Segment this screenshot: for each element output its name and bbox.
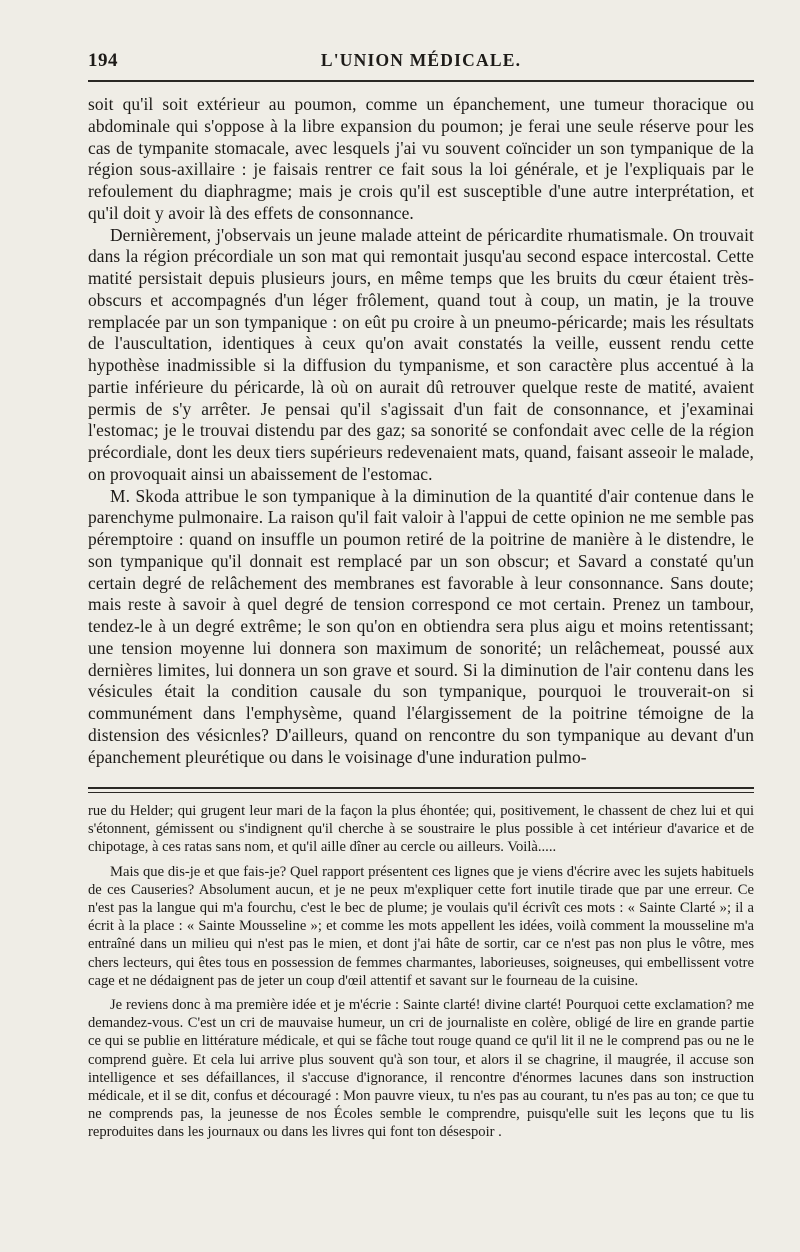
running-title: L'UNION MÉDICALE.	[320, 50, 522, 70]
page-header	[88, 50, 754, 78]
header-rule	[88, 80, 754, 82]
feuilleton-section	[88, 802, 754, 1148]
article-body	[88, 94, 754, 768]
article-paragraph: Dernièrement, j'observais un jeune malade atteint de péricardite rhumatismale. On trouvait dans la région précordiale un son mat qui remontait jusqu'au second espace intercostal. Cette matité persistait depuis plusieurs jours, en même temps que les bruits du cœur étaient très-obscurs et accompagnés d'un léger frôlement, quand tout à coup, un matin, je la trouve remplacée par un son tympanique : on eût pu croire à un pneumo-péricarde; mais les résultats de l'auscultation, identiques à ceux qu'on avait constatés la veille, eussent rendu cette hypothèse inadmissible si la diffusion du tympanisme, et son caractère plus accentué à la partie inférieure du péricarde, là où on aurait dû retrouver quelque reste de matité, avaient permis de s'y arrêter. Je pensai qu'il s'agissait d'un fait de consonnance, et j'examinai l'estomac; je le trouvai distendu par des gaz; sa sonorité se confondait avec celle de la région précordiale, dont les deux tiers supérieurs redevenaient mats, quand, faisant asseoir le malade, on provoquait ainsi un abaissement de l'estomac.	[88, 224, 754, 484]
article-paragraph: soit qu'il soit extérieur au poumon, comme un épanchement, une tumeur thoracique ou abdominale qui s'oppose à la libre expansion du poumon; je ferai une seule réserve pour les cas de tympanite stomacale, avec lesquels j'ai vu souvent coïncider un son tympanique de la région sous-axillaire : je faisais rentrer ce fait sous la loi générale, et je l'expliquais par le refoulement du diaphragme; mais je crois qu'il est susceptible d'une autre interprétation, et qu'il doit y avoir là des effets de consonnance.	[88, 94, 754, 223]
feuilleton-separator-rule	[88, 787, 754, 793]
article-paragraph: M. Skoda attribue le son tympanique à la diminution de la quantité d'air contenue dans le parenchyme pulmonaire. La raison qu'il fait valoir à l'appui de cette opinion ne me semble pas péremptoire : quand on insuffle un poumon retiré de la poitrine de manière à le distendre, le son tympanique qu'il donnait est remplacé par un son obscur; et Savard a constaté qu'un certain degré de relâchement des membranes est favorable à leur consonnance. Sans doute; mais reste à savoir à quel degré de tension correspond ce mot certain. Prenez un tambour, tendez-le à un degré extrême; le son qu'on en obtiendra sera plus aigu et moins retentissant; une tension moyenne lui donnera son maximum de sonorité; un relâchemeat, poussé aux dernières limites, lui donnera un son grave et sourd. Si la diminution de l'air contenu dans les vésicules était la condition causale du son tympanique, pourquoi le trouverait-on si communément dans l'emphysème, quand l'élargissement de la poitrine témoigne de la distension des vésicnles? D'ailleurs, quand on rencontre du son tympanique au devant d'un épanchement pleurétique ou dans le voisinage d'une induration pulmo-	[88, 485, 754, 767]
feuilleton-paragraph: rue du Helder; qui grugent leur mari de la façon la plus éhontée; qui, positivement, le chassent de chez lui et qui s'étonnent, gémissent ou s'indignent qu'il cherche à se soustraire le plus possible à cet intérieur d'avarice et de chipotage, à ces ratas sans nom, et qu'il aille dîner au cercle ou ailleurs. Voilà.....	[88, 803, 754, 856]
feuilleton-paragraph: Je reviens donc à ma première idée et je m'écrie : Sainte clarté! divine clarté! Pourquoi cette exclamation? me demandez-vous. C'est un cri de mauvaise humeur, un cri de journaliste en colère, obligé de lire en grande partie ce qui se publie en littérature médicale, et qui se fâche tout rouge quand ce qu'il lit il ne le comprend pas ou ne le comprend guère. Et cela lui arrive plus souvent qu'à son tour, et alors il se chagrine, il maugrée, il accuse son intelligence et ses défaillances, il s'accuse d'ignorance, il rencontre d'énormes lacunes dans son instruction médicale, et il se dit, confus et découragé : Mon pauvre vieux, tu n'es pas au courant, tu n'es pas au ton; ce que tu ne comprends pas, la jeunesse de nos Écoles semble le comprendre, puisqu'elle suit les leçons que tu lis reproduites dans les journaux ou dans les livres qui font ton désespoir .	[88, 997, 754, 1141]
page-number: 194	[88, 50, 118, 71]
feuilleton-paragraph: Mais que dis-je et que fais-je? Quel rapport présentent ces lignes que je viens d'écrire avec les sujets habituels de ces Causeries? Absolument aucun, et je ne peux m'expliquer cette fort inutile tirade que par une erreur. Ce n'est pas la langue qui m'a fourchu, c'est le bec de plume; je voulais qu'il écrivît ces mots : « Sainte Clarté »; il a écrit à la place : « Sainte Mousseline »; et comme les mots appellent les idées, voilà comment la mousseline m'a entraîné dans un milieu qui n'est pas le mien, et dont j'ai hâte de sortir, car ce n'est pas non plus le vôtre, mes chers lecteurs, qui êtes tous en possession de femmes charmantes, laborieuses, soigneuses, qui embellissent votre cage et ne dédaignent pas de jeter un coup d'œil attentif et savant sur le fourneau de la cuisine.	[88, 863, 754, 989]
